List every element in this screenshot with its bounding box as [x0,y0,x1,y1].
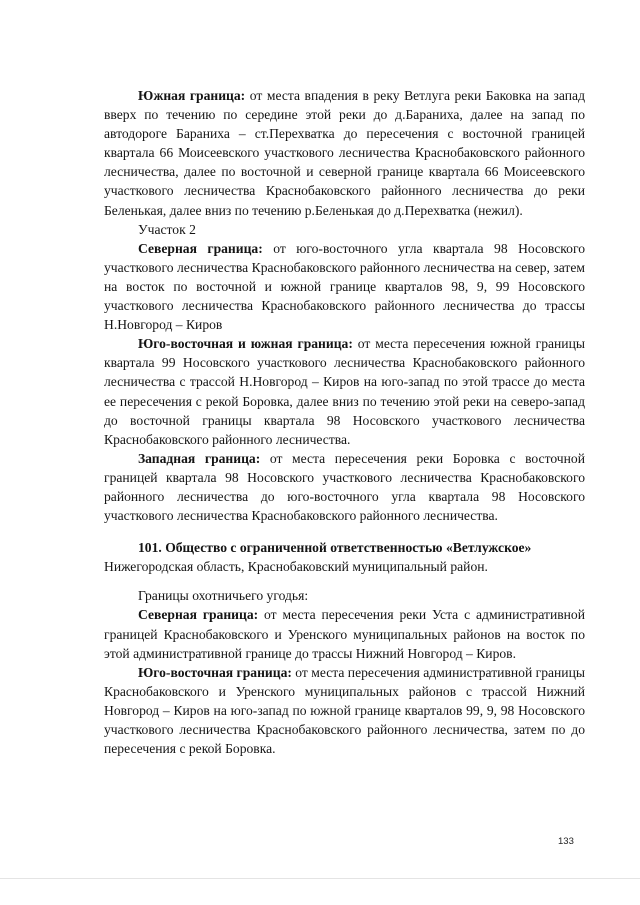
document-body [104,86,585,758]
south-border-text: от места впадения в реку Ветлуга реки Баковка на запад вверх по течению по середине этой реки до д.Бараниха, далее на запад по автодороге Бараниха – ст.Перехватка до пересечения с восточной границей квартала 66 Моисеевского участкового лесничества Краснобаковского районного лесничества, далее по восточной и северной границе квартала 66 Моисеевского участкового лесничества Краснобаковского районного лесничества до реки Беленькая, далее вниз по течению р.Беленькая до д.Перехватка (нежил). [104,88,585,218]
west-border-paragraph [104,449,585,525]
north-border-paragraph [104,239,585,334]
southeast-south-border-label: Юго-восточная и южная граница: [138,336,353,352]
org-southeast-border-label: Юго-восточная граница: [138,664,292,680]
southeast-south-border-paragraph [104,334,585,449]
area-2-label: Участок 2 [138,221,196,237]
west-border-text: от места пересечения реки Боровка с восточной границей квартала 98 Носовского участкового лесничества Краснобаковского районного лесничества до юго-восточного угла квартала 98 Носовского участкового лесничества Краснобаковского районного лесничества. [104,450,585,524]
organization-block [104,538,585,576]
southeast-south-border-text: от места пересечения южной границы квартала 99 Носовского участкового лесничества Краснобаковского районного лесничества с трассой Н.Новгород – Киров на юго-запад по этой трассе до места ее пересечения с рекой Боровка, далее вниз по течению этой реки на северо-запад до восточной границы квартала 98 Носовского участкового лесничества Краснобаковского районного лесничества. [104,336,585,447]
org-north-border-paragraph [104,605,585,662]
south-border-label: Южная граница: [138,88,246,103]
north-border-label: Северная граница: [138,240,263,256]
page-number: 133 [558,836,574,847]
north-border-text: от юго-восточного угла квартала 98 Носовского участкового лесничества Краснобаковского районного лесничества на север, затем на восток по восточной и южной границе кварталов 98, 9, 99 Носовского участкового лесничества Краснобаковского районного лесничества до трассы Н.Новгород – Киров [104,240,585,333]
organization-location: Нижегородская область, Краснобаковский муниципальный район. [104,559,488,575]
org-southeast-border-paragraph [104,663,585,758]
west-border-label: Западная граница: [138,450,261,466]
org-north-border-text: от места пересечения реки Уста с административной границей Краснобаковского и Уренского муниципальных районов на восток по этой административной границе до трассы Нижний Новгород – Киров. [104,607,585,661]
hunting-grounds-label: Границы охотничьего угодья: [138,588,309,604]
scan-edge-line [0,878,640,879]
south-border-paragraph [104,86,585,220]
organization-heading: 101. Общество с ограниченной ответственностью «Ветлужское» [138,540,532,556]
org-north-border-label: Северная граница: [138,607,259,623]
org-southeast-border-text: от места пересечения административной границы Краснобаковского и Уренского муниципальных районов с трассой Нижний Новгород – Киров на юго-запад по южной границе кварталов 99, 9, 98 Носовского участкового лесничества Краснобаковского районного лесничества, затем по до пересечения с рекой Боровка. [104,664,585,757]
